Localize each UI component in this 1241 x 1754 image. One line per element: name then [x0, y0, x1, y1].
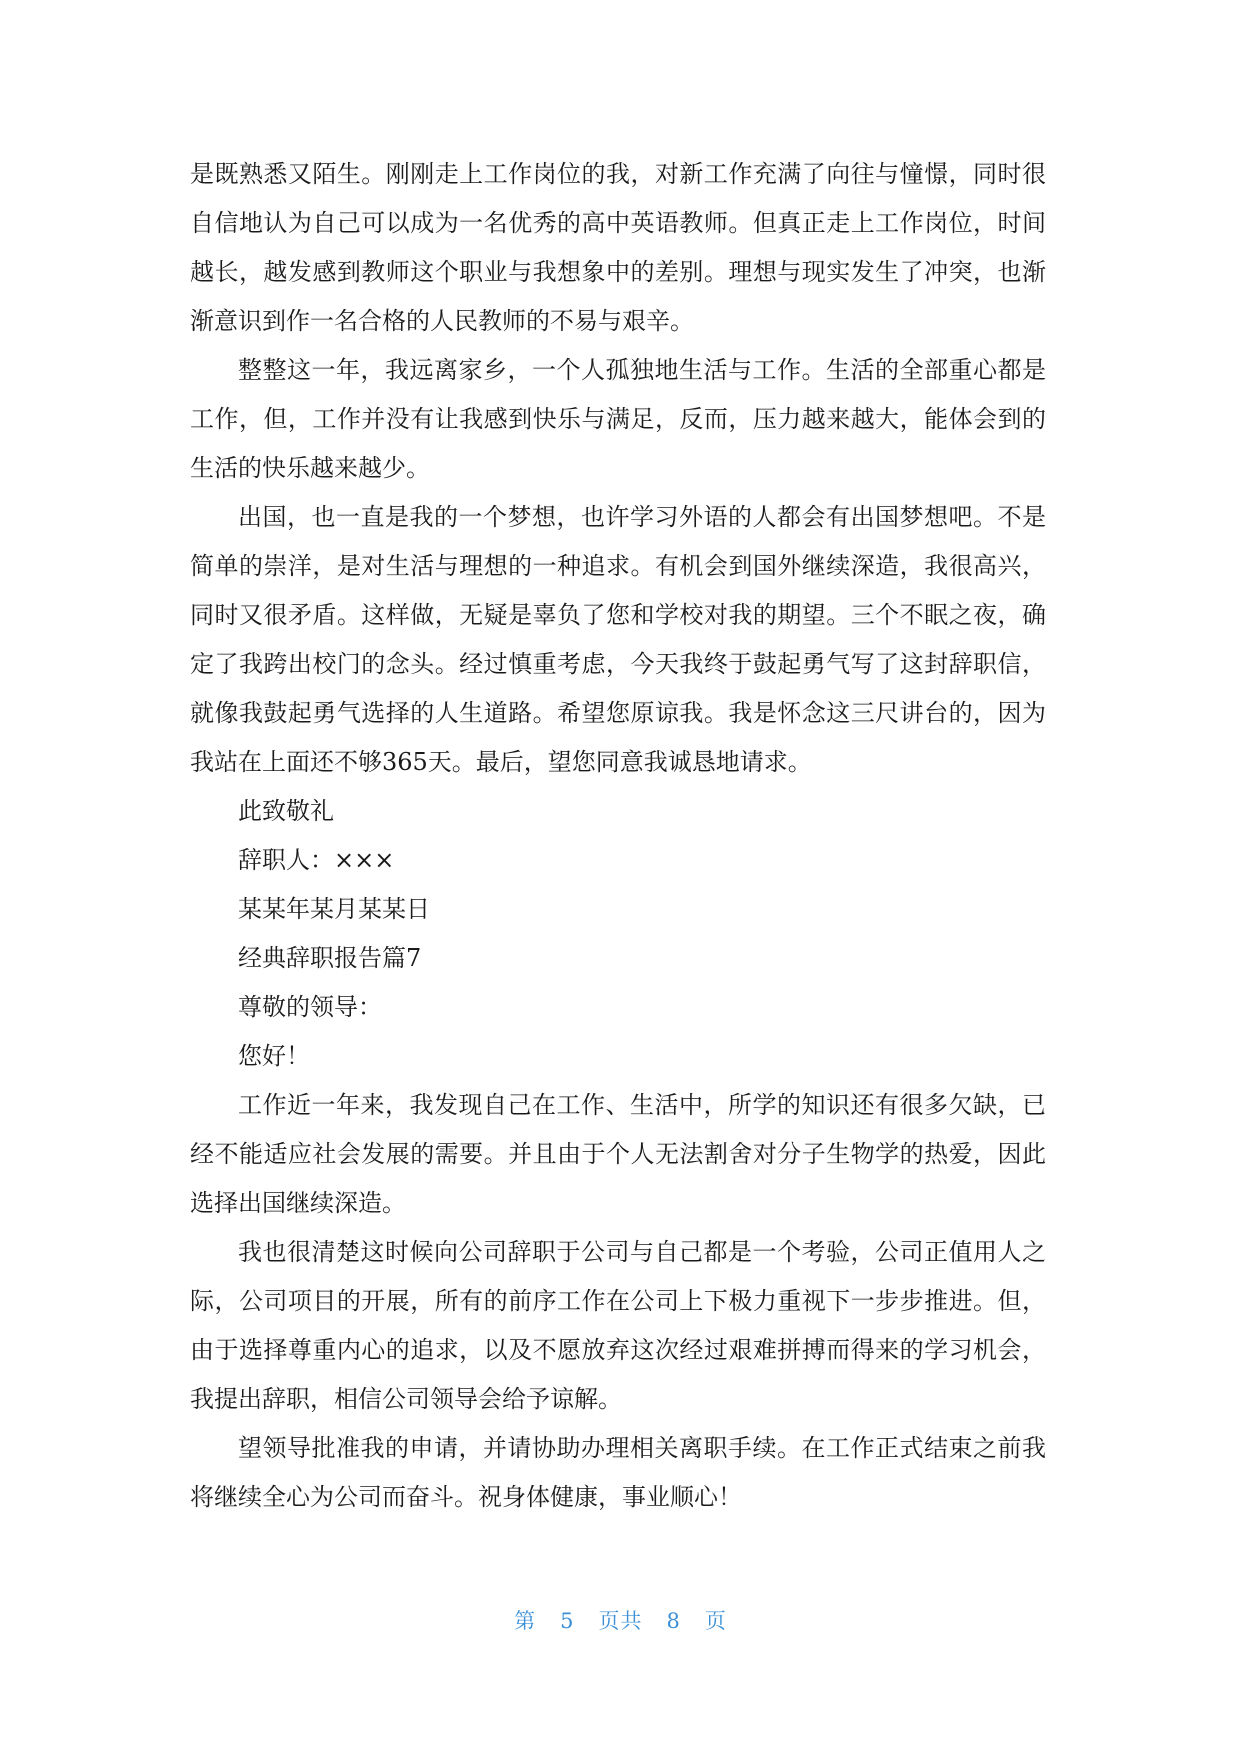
current-page-number: 5 — [560, 1609, 575, 1633]
paragraph: 出国，也一直是我的一个梦想，也许学习外语的人都会有出国梦想吧。不是简单的崇洋，是对生活与理想的一种追求。有机会到国外继续深造，我很高兴，同时又很矛盾。这样做，无疑是辜负了您和学校对我的期望。三个不眠之夜，确定了我跨出校门的念头。经过慎重考虑，今天我终于鼓起勇气写了这封辞职信，就像我鼓起勇气选择的人生道路。希望您原谅我。我是怀念这三尺讲台的，因为我站在上面还不够365天。最后，望您同意我诚恳地请求。 — [190, 503, 1046, 776]
footer-prefix: 第 — [514, 1609, 537, 1633]
footer-middle: 页共 — [598, 1609, 643, 1633]
page-footer — [0, 1605, 1241, 1635]
paragraph: 是既熟悉又陌生。刚刚走上工作岗位的我，对新工作充满了向往与憧憬，同时很自信地认为自己可以成为一名优秀的高中英语教师。但真正走上工作岗位，时间越长，越发感到教师这个职业与我想象中的差别。理想与现实发生了冲突，也渐渐意识到作一名合格的人民教师的不易与艰辛。 — [190, 160, 1046, 335]
greeting: 您好！ — [238, 1042, 310, 1070]
signature-line: 辞职人：××× — [238, 846, 395, 874]
total-page-count: 8 — [666, 1609, 681, 1633]
footer-suffix: 页 — [704, 1609, 727, 1633]
paragraph: 望领导批准我的申请，并请协助办理相关离职手续。在工作正式结束之前我将继续全心为公司而奋斗。祝身体健康，事业顺心！ — [190, 1434, 1046, 1511]
section-heading: 经典辞职报告篇7 — [238, 944, 422, 972]
closing-salutation: 此致敬礼 — [238, 797, 334, 825]
paragraph: 工作近一年来，我发现自己在工作、生活中，所学的知识还有很多欠缺，已经不能适应社会发展的需要。并且由于个人无法割舍对分子生物学的热爱，因此选择出国继续深造。 — [190, 1091, 1046, 1217]
date-line: 某某年某月某某日 — [238, 895, 430, 923]
document-body — [190, 150, 1046, 1522]
paragraph: 我也很清楚这时候向公司辞职于公司与自己都是一个考验，公司正值用人之际，公司项目的开展，所有的前序工作在公司上下极力重视下一步步推进。但，由于选择尊重内心的追求，以及不愿放弃这次经过艰难拼搏而得来的学习机会，我提出辞职，相信公司领导会给予谅解。 — [190, 1238, 1046, 1413]
paragraph: 整整这一年，我远离家乡，一个人孤独地生活与工作。生活的全部重心都是工作，但，工作并没有让我感到快乐与满足，反而，压力越来越大，能体会到的生活的快乐越来越少。 — [190, 356, 1046, 482]
greeting-addressee: 尊敬的领导： — [238, 993, 382, 1021]
